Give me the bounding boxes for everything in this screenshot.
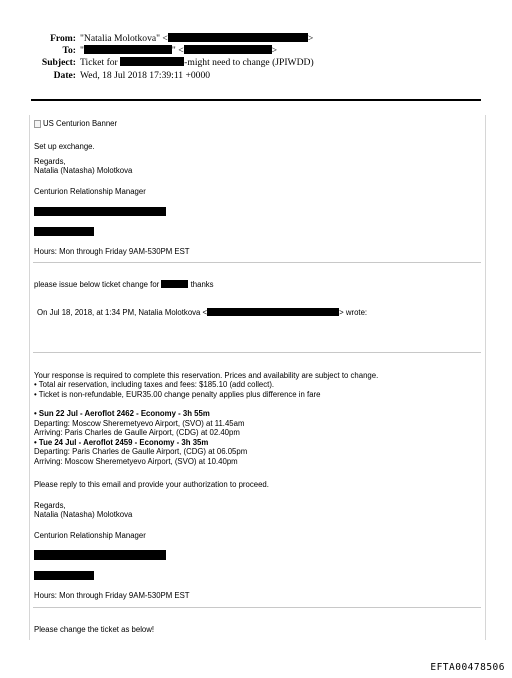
banner-image xyxy=(34,119,117,128)
banner-alt-text: US Centurion Banner xyxy=(43,119,118,128)
flight2-departing: Departing: Paris Charles de Gaulle Airport, (CDG) at 06.05pm xyxy=(34,447,248,456)
msg2-text: please issue below ticket change for thanks xyxy=(34,280,214,289)
msg3-bullet-total: • Total air reservation, including taxes and fees: $185.10 (add collect). xyxy=(34,380,275,389)
to-label: To: xyxy=(62,45,76,57)
redaction xyxy=(120,57,184,66)
redaction xyxy=(207,308,339,316)
flight1-arriving: Arriving: Paris Charles de Gaulle Airport, (CDG) at 02.40pm xyxy=(34,428,240,437)
msg4-text: Please change the ticket as below! xyxy=(34,625,155,634)
flight2-title: • Tue 24 Jul - Aeroflot 2459 - Economy - 3h 35m xyxy=(34,438,209,447)
subject-label: Subject: xyxy=(41,57,76,69)
document-id: EFTA00478506 xyxy=(430,662,505,673)
flight2-arriving: Arriving: Moscow Sheremetyevo Airport, (SVO) at 10.40pm xyxy=(34,457,238,466)
flight1-title: • Sun 22 Jul - Aeroflot 2462 - Economy - 3h 55m xyxy=(34,409,210,418)
msg3-regards: Regards, xyxy=(34,501,66,510)
from-row xyxy=(0,33,512,45)
redaction xyxy=(34,571,94,580)
header-divider xyxy=(31,99,481,101)
subject-row xyxy=(0,57,512,69)
msg3-hours: Hours: Mon through Friday 9AM-530PM EST xyxy=(34,591,190,600)
redaction xyxy=(161,280,188,288)
msg3-signature-title: Centurion Relationship Manager xyxy=(34,531,146,540)
msg3-intro: Your response is required to complete this reservation. Prices and availability are subject to change. xyxy=(34,371,379,380)
msg1-signature-title: Centurion Relationship Manager xyxy=(34,187,146,196)
redaction xyxy=(34,550,166,560)
email-header xyxy=(0,33,512,82)
msg3-bullet-refund: • Ticket is non-refundable, EUR35.00 change penalty applies plus difference in fare xyxy=(34,390,321,399)
broken-image-icon xyxy=(34,120,41,128)
from-label: From: xyxy=(50,33,76,44)
date-value: Wed, 18 Jul 2018 17:39:11 +0000 xyxy=(80,69,211,81)
msg1-text: Set up exchange. xyxy=(34,142,95,151)
msg1-regards: Regards, xyxy=(34,157,66,166)
redaction xyxy=(34,207,166,216)
message-separator xyxy=(33,262,481,263)
from-value: "Natalia Molotkova" < > xyxy=(80,33,314,44)
msg2-quote-header: On Jul 18, 2018, at 1:34 PM, Natalia Molotkova < > wrote: xyxy=(37,308,368,317)
subject-value: Ticket for -might need to change (JPIWDD) xyxy=(80,57,314,69)
redaction xyxy=(84,45,172,54)
email-body xyxy=(29,115,486,640)
msg1-hours: Hours: Mon through Friday 9AM-530PM EST xyxy=(34,247,190,256)
redaction xyxy=(168,33,308,42)
redaction xyxy=(34,227,94,236)
msg1-signature-name: Natalia (Natasha) Molotkova xyxy=(34,166,133,175)
to-value: " " < > xyxy=(80,45,278,57)
date-row xyxy=(0,70,512,82)
message-separator xyxy=(33,352,481,353)
msg3-reply-request: Please reply to this email and provide your authorization to proceed. xyxy=(34,480,269,489)
message-separator xyxy=(33,607,481,608)
flight1-departing: Departing: Moscow Sheremetyevo Airport, (SVO) at 11.45am xyxy=(34,419,245,428)
msg3-signature-name: Natalia (Natasha) Molotkova xyxy=(34,510,133,519)
redaction xyxy=(184,45,272,54)
date-label: Date: xyxy=(53,69,76,81)
to-row xyxy=(0,45,512,57)
